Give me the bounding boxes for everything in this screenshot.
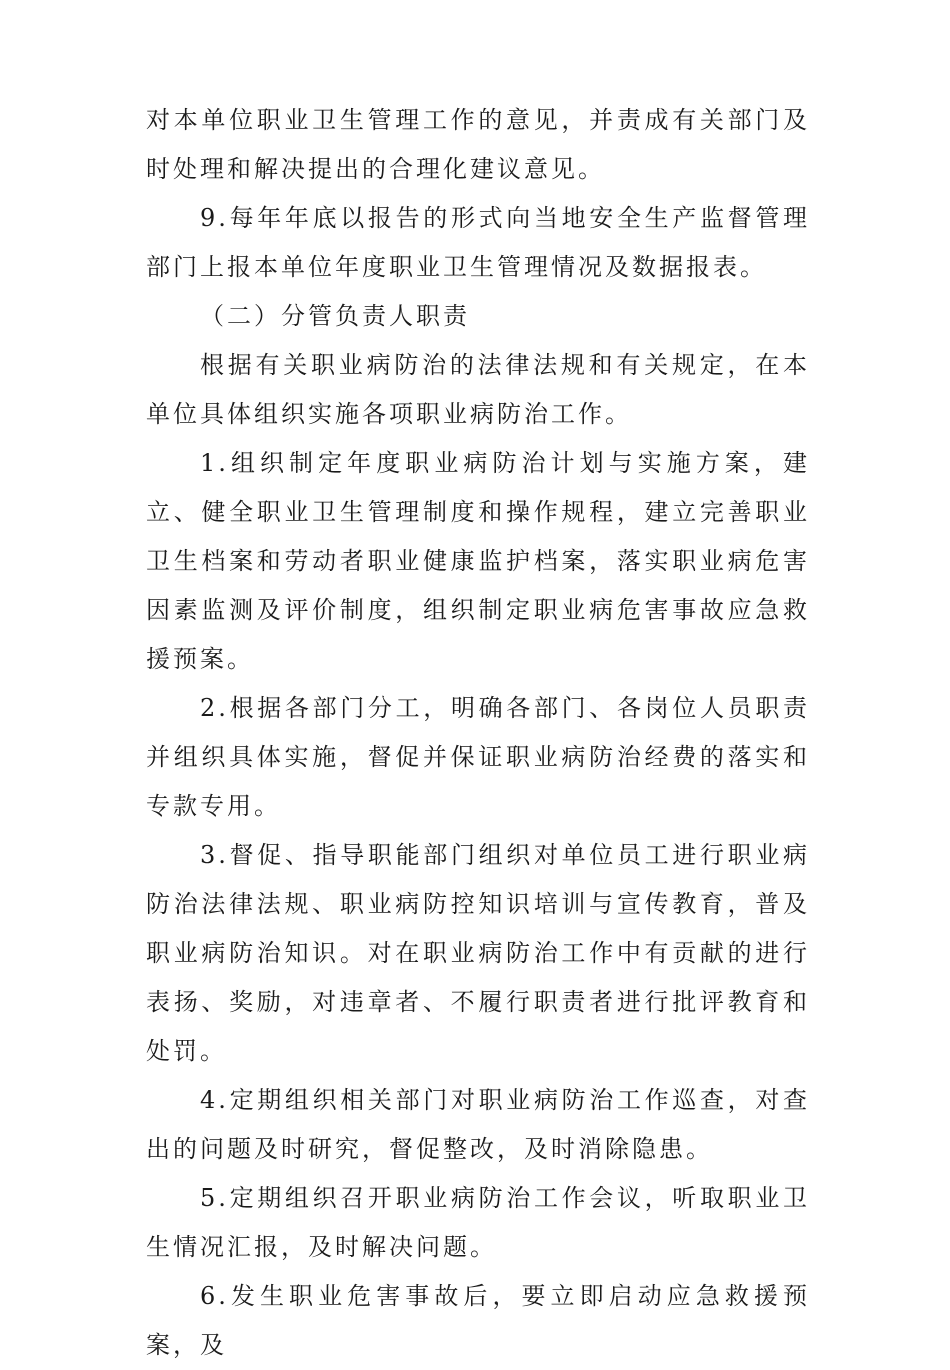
- paragraph-item-3: 3.督促、指导职能部门组织对单位员工进行职业病防治法律法规、职业病防控知识培训与宣传教育，普及职业病防治知识。对在职业病防治工作中有贡献的进行表扬、奖励，对违章者、不履行职责者进行批评教育和处罚。: [146, 841, 810, 1065]
- paragraph-item-5: 5.定期组织召开职业病防治工作会议，听取职业卫生情况汇报，及时解决问题。: [146, 1184, 810, 1261]
- paragraph-item-9: 9.每年年底以报告的形式向当地安全生产监督管理部门上报本单位年度职业卫生管理情况及数据报表。: [146, 204, 810, 281]
- paragraph-item-2: 2.根据各部门分工，明确各部门、各岗位人员职责并组织具体实施，督促并保证职业病防治经费的落实和专款专用。: [146, 694, 810, 820]
- document-body: [146, 96, 810, 1370]
- paragraph-continuation: 对本单位职业卫生管理工作的意见，并责成有关部门及时处理和解决提出的合理化建议意见。: [146, 106, 810, 183]
- paragraph-item-1: 1.组织制定年度职业病防治计划与实施方案，建立、健全职业卫生管理制度和操作规程，建立完善职业卫生档案和劳动者职业健康监护档案，落实职业病危害因素监测及评价制度，组织制定职业病危害事故应急救援预案。: [146, 449, 810, 673]
- section-heading: （二）分管负责人职责: [200, 302, 470, 330]
- paragraph-item-4: 4.定期组织相关部门对职业病防治工作巡查，对查出的问题及时研究，督促整改，及时消除隐患。: [146, 1086, 810, 1163]
- paragraph-intro: 根据有关职业病防治的法律法规和有关规定，在本单位具体组织实施各项职业病防治工作。: [146, 351, 810, 428]
- paragraph-item-6: 6.发生职业危害事故后，要立即启动应急救援预案，及: [146, 1282, 810, 1359]
